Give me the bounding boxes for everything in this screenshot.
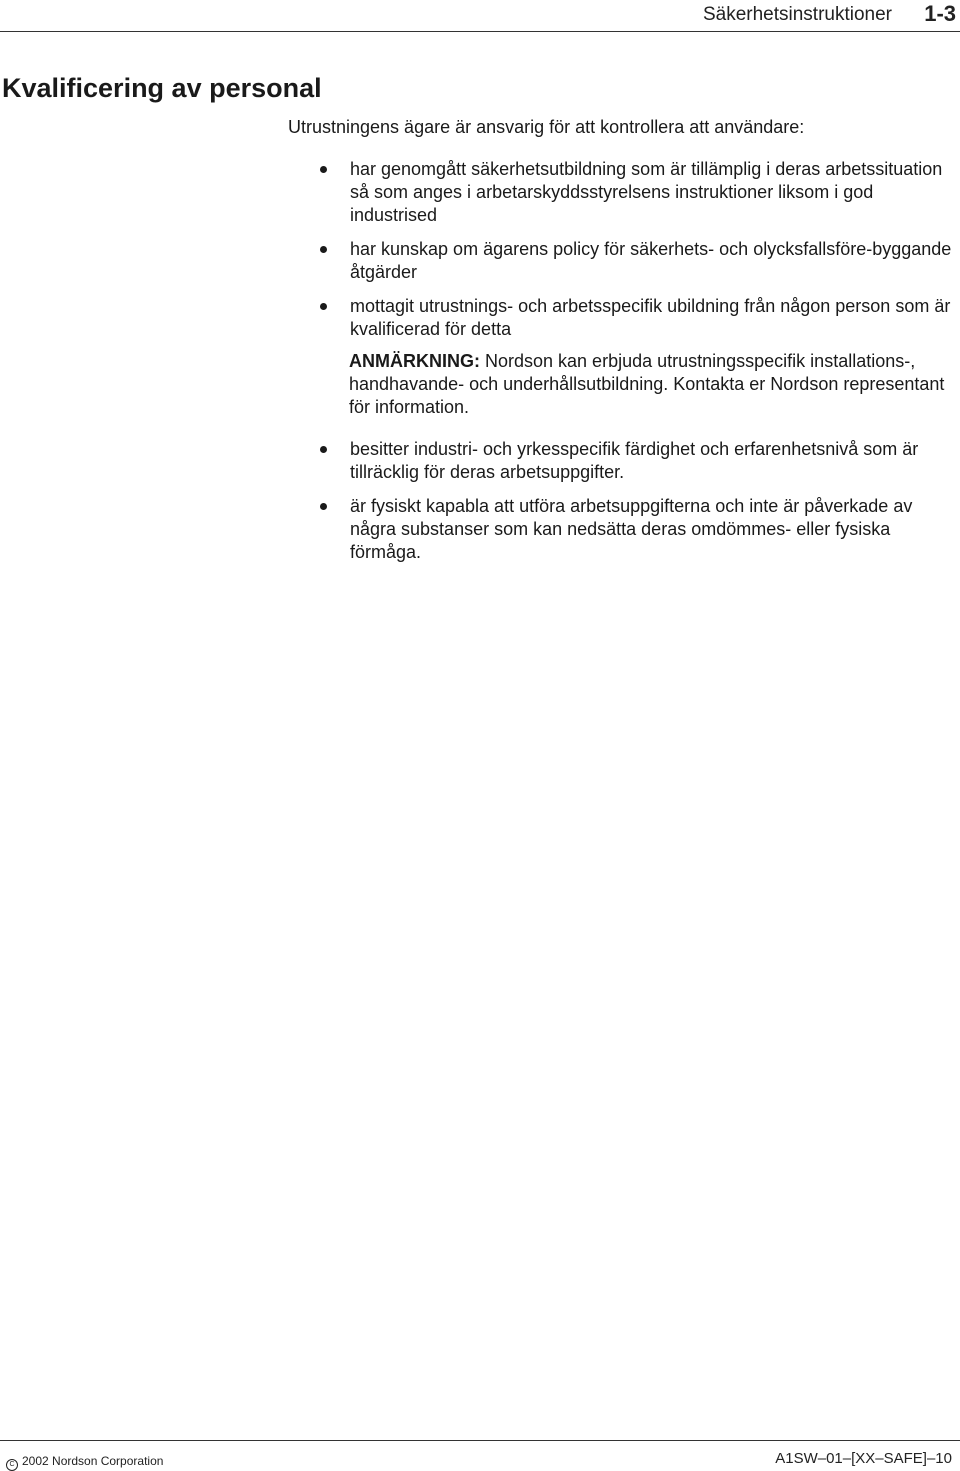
copyright-icon: C [6,1459,18,1471]
copyright-text: 2002 Nordson Corporation [22,1454,164,1468]
section-title: Kvalificering av personal [2,73,322,103]
list-item-text: är fysiskt kapabla att utföra arbetsuppgifterna och inte är påverkade av några substanser som kan nedsätta deras omdömmes- eller fysiska förmåga. [350,496,913,562]
bullet-icon [320,246,327,253]
bullet-icon [320,303,327,310]
page-header [0,0,960,32]
note-block [349,350,954,419]
header-divider [0,31,960,32]
page-footer [0,1440,960,1469]
bullet-icon [320,166,327,173]
note-text: Nordson kan erbjuda utrustningsspecifik installations-, handhavande- och underhållsutbildning. Kontakta er Nordson representant för information. [349,351,945,417]
page-number: 1-3 [924,1,956,26]
note-label: ANMÄRKNING: [349,351,480,371]
header-title: Säkerhetsinstruktioner [702,4,892,25]
list-item-text: besitter industri- och yrkesspecifik färdighet och erfarenhetsnivå som är tillräcklig för deras arbetsuppgifter. [350,439,919,482]
copyright-notice [6,1454,163,1471]
list-item [350,158,955,227]
list-item [350,438,955,484]
document-code: A1SW–01–[XX–SAFE]–10 [775,1450,952,1467]
bullet-icon [320,446,327,453]
bullet-icon [320,503,327,510]
footer-divider [0,1440,960,1441]
list-item [350,295,955,341]
list-item-text: har genomgått säkerhetsutbildning som är tillämplig i deras arbetssituation så som anges i arbetarskyddsstyrelsens instruktioner liksom i god industrised [350,159,943,225]
list-item-text: har kunskap om ägarens policy för säkerhets- och olycksfallsföre-byggande åtgärder [350,239,952,282]
list-item-text: mottagit utrustnings- och arbetsspecifik ubildning från någon person som är kvalificerad för detta [350,296,951,339]
intro-text: Utrustningens ägare är ansvarig för att kontrollera att användare: [288,117,805,137]
list-item [350,495,955,564]
list-item [350,238,955,284]
